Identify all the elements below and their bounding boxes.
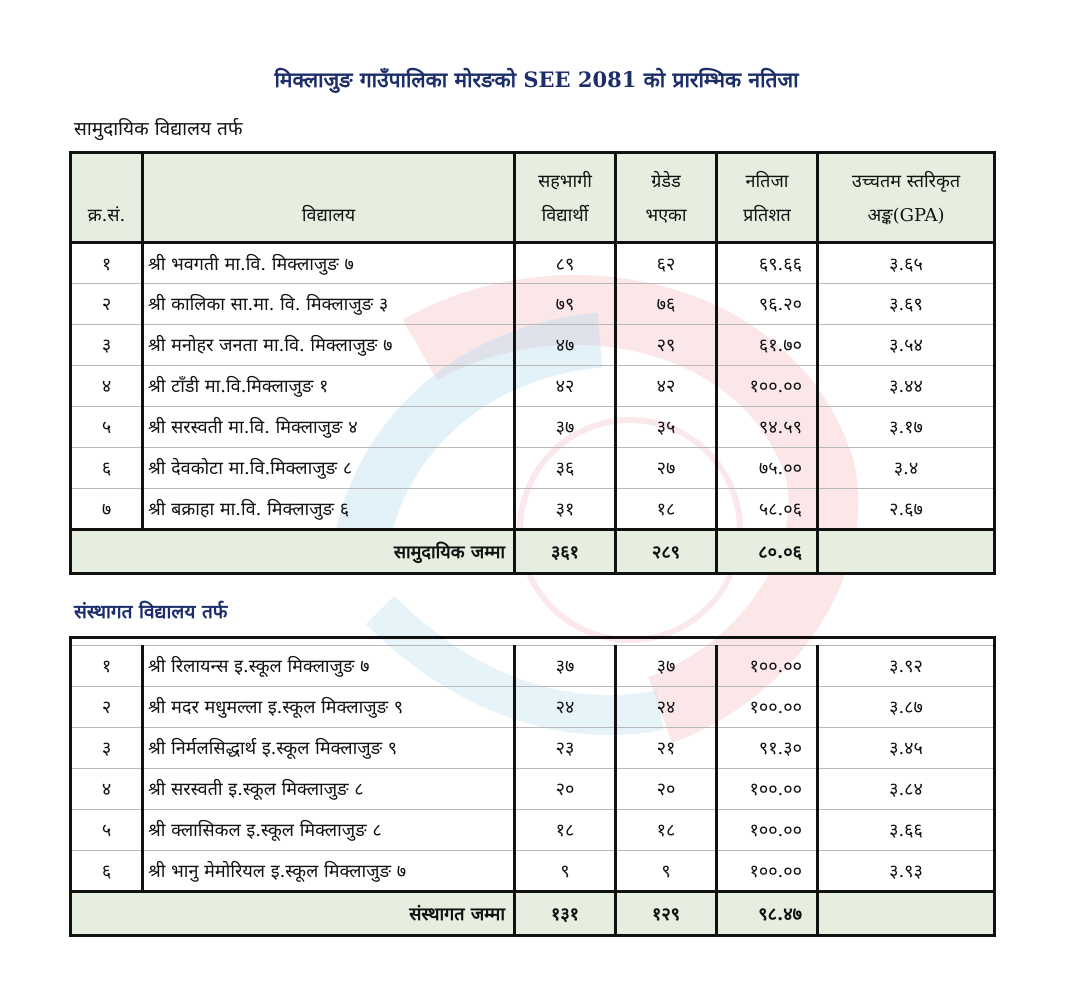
cell-school: श्री सरस्वती मा.वि. मिक्लाजुङ ४ — [143, 407, 515, 448]
cell-participants: १८ — [515, 810, 616, 851]
cell-pct: ६१.७० — [717, 325, 818, 366]
cell-graded: ९ — [616, 851, 717, 892]
cell-gpa: ३.४ — [818, 448, 995, 489]
cell-gpa: ३.६९ — [818, 284, 995, 325]
cell-school: श्री मनोहर जनता मा.वि. मिक्लाजुङ ७ — [143, 325, 515, 366]
cell-sn: ६ — [71, 851, 143, 892]
cell-pct: ५८.०६ — [717, 489, 818, 530]
community-total-pct: ८०.०६ — [717, 530, 818, 574]
cell-graded: २४ — [616, 687, 717, 728]
cell-gpa: ३.५४ — [818, 325, 995, 366]
cell-pct: १००.०० — [717, 687, 818, 728]
cell-sn: ४ — [71, 366, 143, 407]
cell-graded: ३५ — [616, 407, 717, 448]
header-participants: सहभागी विद्यार्थी — [515, 153, 616, 243]
cell-graded: २० — [616, 769, 717, 810]
cell-sn: ६ — [71, 448, 143, 489]
cell-school: श्री मदर मधुमल्ला इ.स्कूल मिक्लाजुङ ९ — [143, 687, 515, 728]
cell-pct: १००.०० — [717, 646, 818, 687]
table-row — [71, 851, 995, 892]
cell-school: श्री निर्मलसिद्धार्थ इ.स्कूल मिक्लाजुङ ९ — [143, 728, 515, 769]
institutional-results-table — [69, 636, 996, 937]
table-row — [71, 448, 995, 489]
community-total-gpa — [818, 530, 995, 574]
institutional-total-participants: १३१ — [515, 892, 616, 936]
cell-gpa: ३.९२ — [818, 646, 995, 687]
cell-participants: ३१ — [515, 489, 616, 530]
cell-participants: ४७ — [515, 325, 616, 366]
cell-graded: २७ — [616, 448, 717, 489]
cell-graded: ३७ — [616, 646, 717, 687]
institutional-total-row — [71, 892, 995, 936]
cell-gpa: ३.४४ — [818, 366, 995, 407]
cell-graded: ६२ — [616, 243, 717, 284]
cell-school: श्री देवकोटा मा.वि.मिक्लाजुङ ८ — [143, 448, 515, 489]
table-row — [71, 407, 995, 448]
cell-pct: ९१.३० — [717, 728, 818, 769]
cell-pct: १००.०० — [717, 810, 818, 851]
cell-sn: ५ — [71, 407, 143, 448]
table-header-row — [71, 153, 995, 243]
cell-sn: ५ — [71, 810, 143, 851]
community-total-row — [71, 530, 995, 574]
cell-gpa: ३.१७ — [818, 407, 995, 448]
cell-graded: २९ — [616, 325, 717, 366]
page-title: मिक्लाजुङ गाउँपालिका मोरङको SEE 2081 को प्रारम्भिक नतिजा — [274, 67, 799, 92]
community-results-table — [69, 151, 996, 575]
table-row — [71, 728, 995, 769]
cell-gpa: ३.९३ — [818, 851, 995, 892]
table-row — [71, 810, 995, 851]
cell-participants: २० — [515, 769, 616, 810]
cell-graded: १८ — [616, 810, 717, 851]
cell-pct: १००.०० — [717, 366, 818, 407]
cell-school: श्री भानु मेमोरियल इ.स्कूल मिक्लाजुङ ७ — [143, 851, 515, 892]
cell-school: श्री सरस्वती इ.स्कूल मिक्लाजुङ ८ — [143, 769, 515, 810]
cell-school: श्री रिलायन्स इ.स्कूल मिक्लाजुङ ७ — [143, 646, 515, 687]
cell-participants: ९ — [515, 851, 616, 892]
table-row — [71, 366, 995, 407]
cell-participants: २४ — [515, 687, 616, 728]
cell-school: श्री टाँडी मा.वि.मिक्लाजुङ १ — [143, 366, 515, 407]
header-gpa: उच्चतम स्तरिकृत अङ्क(GPA) — [818, 153, 995, 243]
cell-sn: १ — [71, 646, 143, 687]
cell-gpa: ३.६५ — [818, 243, 995, 284]
cell-participants: ८९ — [515, 243, 616, 284]
header-sn: क्र.सं. — [71, 153, 143, 243]
institutional-total-pct: ९८.४७ — [717, 892, 818, 936]
table-row — [71, 769, 995, 810]
cell-pct: ६९.६६ — [717, 243, 818, 284]
cell-school: श्री भवगती मा.वि. मिक्लाजुङ ७ — [143, 243, 515, 284]
cell-pct: ७५.०० — [717, 448, 818, 489]
table-row — [71, 646, 995, 687]
cell-pct: ९६.२० — [717, 284, 818, 325]
cell-pct: १००.०० — [717, 851, 818, 892]
cell-gpa: ३.८४ — [818, 769, 995, 810]
institutional-total-gpa — [818, 892, 995, 936]
cell-graded: १८ — [616, 489, 717, 530]
institutional-total-label: संस्थागत जम्मा — [71, 892, 515, 936]
table-row — [71, 489, 995, 530]
cell-pct: १००.०० — [717, 769, 818, 810]
cell-participants: २३ — [515, 728, 616, 769]
cell-participants: ३७ — [515, 646, 616, 687]
cell-school: श्री कालिका सा.मा. वि. मिक्लाजुङ ३ — [143, 284, 515, 325]
cell-participants: ३६ — [515, 448, 616, 489]
community-total-participants: ३६१ — [515, 530, 616, 574]
cell-gpa: ३.६६ — [818, 810, 995, 851]
cell-graded: ४२ — [616, 366, 717, 407]
cell-gpa: ३.४५ — [818, 728, 995, 769]
cell-graded: ७६ — [616, 284, 717, 325]
cell-school: श्री क्लासिकल इ.स्कूल मिक्लाजुङ ८ — [143, 810, 515, 851]
community-section-heading: सामुदायिक विद्यालय तर्फ — [74, 118, 243, 140]
header-result-pct: नतिजा प्रतिशत — [717, 153, 818, 243]
cell-sn: ३ — [71, 728, 143, 769]
cell-sn: १ — [71, 243, 143, 284]
cell-graded: २१ — [616, 728, 717, 769]
cell-sn: ७ — [71, 489, 143, 530]
cell-pct: ९४.५९ — [717, 407, 818, 448]
cell-sn: २ — [71, 284, 143, 325]
cell-sn: ३ — [71, 325, 143, 366]
header-school: विद्यालय — [143, 153, 515, 243]
table-row — [71, 243, 995, 284]
table-row — [71, 687, 995, 728]
cell-school: श्री बक्राहा मा.वि. मिक्लाजुङ ६ — [143, 489, 515, 530]
cell-participants: ४२ — [515, 366, 616, 407]
table-spacer — [71, 638, 995, 646]
header-graded: ग्रेडेड भएका — [616, 153, 717, 243]
institutional-section-heading: संस्थागत विद्यालय तर्फ — [74, 601, 228, 623]
cell-gpa: २.६७ — [818, 489, 995, 530]
cell-participants: ३७ — [515, 407, 616, 448]
table-row — [71, 325, 995, 366]
community-total-graded: २८९ — [616, 530, 717, 574]
community-total-label: सामुदायिक जम्मा — [71, 530, 515, 574]
cell-sn: ४ — [71, 769, 143, 810]
institutional-total-graded: १२९ — [616, 892, 717, 936]
table-row — [71, 284, 995, 325]
cell-sn: २ — [71, 687, 143, 728]
cell-participants: ७९ — [515, 284, 616, 325]
cell-gpa: ३.८७ — [818, 687, 995, 728]
